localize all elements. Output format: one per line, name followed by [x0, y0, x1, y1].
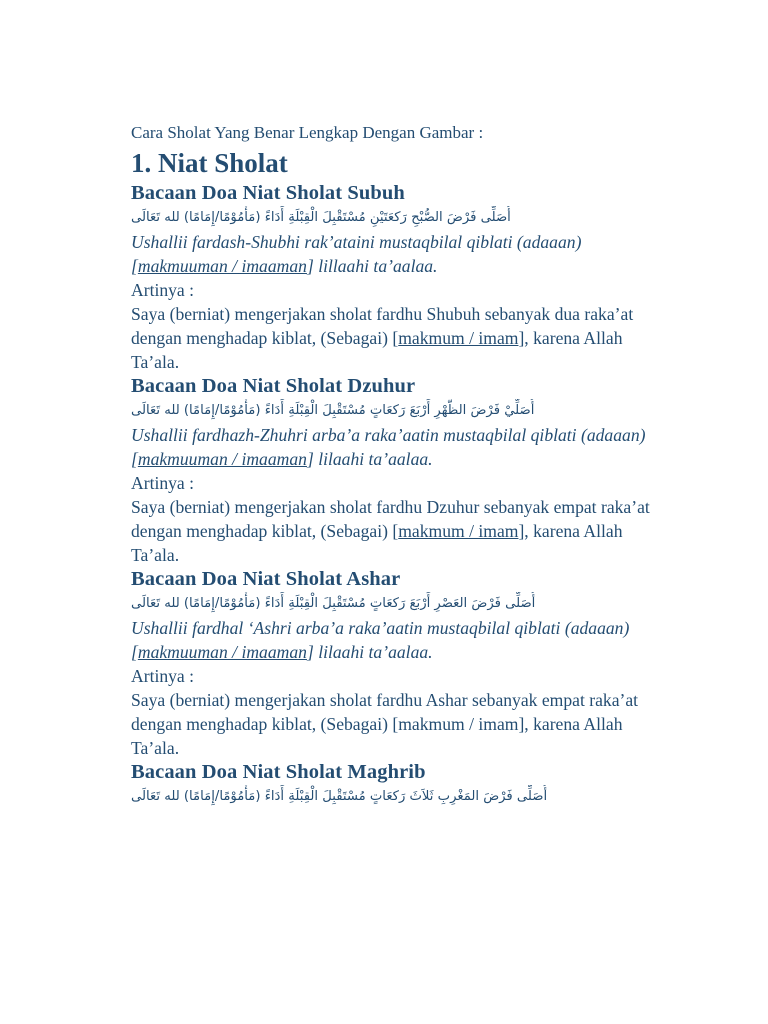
transliteration: [131, 423, 651, 471]
meaning-text: [131, 688, 651, 760]
arabic-text: أُصَلِّى فَرْضَ العَصْرِ أَرْبَعَ رَكعَاتٍ مُسْتَقْبِلَ الْقِبْلَةِ أَدَاءً (مَأْمُوْمًا/إِمَامًا) لله تَعَالَى: [131, 596, 536, 611]
niat-block-subuh: [131, 181, 651, 374]
meaning-underlined: makmum / imam: [398, 328, 519, 348]
transliteration-underlined: makmuuman / imaaman: [137, 256, 307, 276]
arabic-text: أُصَلِّى فَرْضَ المَغْرِبِ ثَلاَثَ رَكعَاتٍ مُسْتَقْبِلَ الْقِبْلَةِ أَدَاءً (مَأْمُوْمًا/إِمَامًا) لله تَعَالَى: [131, 789, 548, 804]
block-heading: Bacaan Doa Niat Sholat Ashar: [131, 568, 401, 590]
block-heading: Bacaan Doa Niat Sholat Subuh: [131, 182, 405, 204]
intro-text: Cara Sholat Yang Benar Lengkap Dengan Gambar :: [131, 123, 484, 142]
meaning-part: Saya (berniat) mengerjakan sholat fardhu Shubuh sebanyak dua raka’at dengan menghadap kiblat, (Sebagai) [: [131, 304, 634, 348]
transliteration-underlined: makmuuman / imaaman: [137, 449, 307, 469]
transliteration: [131, 230, 651, 278]
transliteration-part: ] lilaahi ta’aalaa.: [306, 449, 433, 469]
document-content: [131, 120, 651, 809]
transliteration: [131, 616, 651, 664]
transliteration-underlined: makmuuman / imaaman: [137, 642, 307, 662]
niat-block-dzuhur: [131, 374, 651, 567]
meaning-text: [131, 495, 651, 567]
arabic-text: أُصَلِّى فَرْضَ الصُّبْحِ رَكعَتَيْنِ مُسْتَقْبِلَ الْقِبْلَةِ أَدَاءً (مَأْمُوْمًا/إِمَامًا) لله تَعَالَى: [131, 210, 511, 225]
artinya-label: Artinya :: [131, 666, 195, 686]
meaning-part: ], karena Allah Ta’ala.: [131, 328, 623, 372]
artinya-label: Artinya :: [131, 280, 195, 300]
meaning-underlined: makmum / imam: [398, 521, 519, 541]
meaning-part: Saya (berniat) mengerjakan sholat fardhu Dzuhur sebanyak empat raka’at dengan menghadap kiblat, (Sebagai) [: [131, 497, 650, 541]
niat-block-maghrib: [131, 760, 651, 809]
transliteration-part: ] lillaahi ta’aalaa.: [306, 256, 438, 276]
transliteration-part: Ushallii fardash-Shubhi rak’ataini mustaqbilal qiblati (adaaan) [: [131, 232, 582, 276]
artinya-label: Artinya :: [131, 473, 195, 493]
transliteration-part: Ushallii fardhazh-Zhuhri arba’a raka’aatin mustaqbilal qiblati (adaaan) [: [131, 425, 646, 469]
arabic-text: أُصَلِّيْ فَرْضَ الظُّهْرِ أَرْبَعَ رَكعَاتٍ مُسْتَقْبِلَ الْقِبْلَةِ أَدَاءً (مَأْمُوْمًا/إِمَامًا) لله تَعَالَى: [131, 403, 535, 418]
section-title: 1. Niat Sholat: [131, 148, 288, 178]
transliteration-part: ] lilaahi ta’aalaa.: [306, 642, 433, 662]
meaning-text: [131, 302, 651, 374]
block-heading: Bacaan Doa Niat Sholat Dzuhur: [131, 375, 416, 397]
meaning-part: ], karena Allah Ta’ala.: [131, 521, 623, 565]
meaning-part: Saya (berniat) mengerjakan sholat fardhu Ashar sebanyak empat raka’at dengan menghadap kiblat, (Sebagai) [makmum / imam], karena Allah Ta’ala.: [131, 690, 639, 758]
niat-block-ashar: [131, 567, 651, 760]
block-heading: Bacaan Doa Niat Sholat Maghrib: [131, 761, 426, 783]
transliteration-part: Ushallii fardhal ‘Ashri arba’a raka’aatin mustaqbilal qiblati (adaaan) [: [131, 618, 630, 662]
